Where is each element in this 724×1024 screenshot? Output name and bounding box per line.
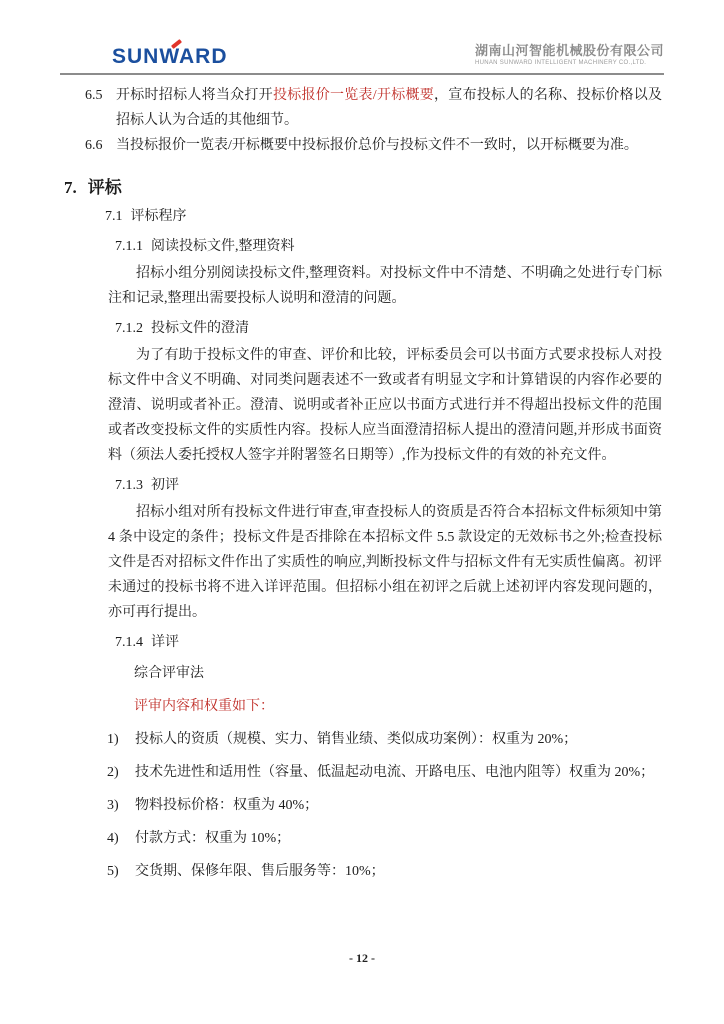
list-item-text: 技术先进性和适用性（容量、低温起动电流、开路电压、电池内阻等）权重为 20%； bbox=[135, 764, 655, 780]
section-number: 7. bbox=[64, 177, 77, 197]
company-name-english: HUNAN SUNWARD INTELLIGENT MACHINERY CO.,LTD. bbox=[474, 60, 647, 67]
section-7-1-2-paragraph: 为了有助于投标文件的审查、评价和比较，评标委员会可以书面方式要求投标人对投标文件中含义不明确、对同类问题表述不一致或者有明显文字和计算错误的内容作必要的澄清、说明或者补正。澄清、说明或者补正应以书面方式进行并不得超出投标文件的范围或者改变投标文件的实质性内容。投标人应当面澄清招标人提出的澄清问题,并形成书面资料（须法人委托授权人签字并附署签名日期等）,作为投标文件的有效的补充文件。 bbox=[108, 347, 662, 463]
list-item bbox=[107, 793, 662, 818]
weights-list bbox=[107, 727, 662, 884]
section-title: 评标程序 bbox=[130, 208, 187, 224]
company-name-block bbox=[475, 44, 664, 68]
clause-6-6 bbox=[85, 133, 662, 158]
section-title: 评标 bbox=[87, 177, 122, 197]
clause-6-5-pre: 开标时招标人将当众打开 bbox=[116, 87, 273, 103]
sunward-logo bbox=[112, 46, 228, 68]
section-number: 7.1.4 bbox=[115, 634, 143, 650]
clause-6-5-highlight: 投标报价一览表/开标概要 bbox=[272, 87, 435, 103]
section-title: 详评 bbox=[151, 634, 179, 650]
list-item-text: 物料投标价格：权重为 40%； bbox=[135, 797, 319, 813]
list-item bbox=[107, 727, 662, 752]
section-7-1-1-heading bbox=[115, 234, 662, 259]
page-number: - 12 - bbox=[349, 951, 375, 965]
section-number: 7.1 bbox=[105, 208, 123, 224]
list-item-text: 投标人的资质（规模、实力、销售业绩、类似成功案例）：权重为 20%； bbox=[135, 731, 578, 747]
document-body bbox=[62, 83, 662, 884]
section-number: 7.1.1 bbox=[115, 238, 143, 254]
section-7-1-4-heading bbox=[115, 630, 662, 655]
list-item-text: 交货期、保修年限、售后服务等：10%； bbox=[135, 863, 385, 879]
section-title: 初评 bbox=[151, 477, 179, 493]
clause-number: 6.5 bbox=[85, 87, 103, 103]
section-7-heading bbox=[64, 176, 662, 200]
section-title: 阅读投标文件,整理资料 bbox=[151, 238, 295, 254]
list-item-number: 4) bbox=[107, 830, 119, 846]
list-item-number: 1) bbox=[107, 731, 119, 747]
section-7-1-3-paragraph: 招标小组对所有投标文件进行审查,审查投标人的资质是否符合本招标文件标须知中第 4 条中设定的条件；投标文件是否排除在本招标文件 5.5 款设定的无效标书之外;检查投标文件是否对招标文件作出了实质性的响应,判断投标文件与招标文件有无实质性偏离。初评未通过的投标书将不进入详评范围。但招标小组在初评之后就上述初评内容发现问题的，亦可再行提出。 bbox=[108, 504, 662, 620]
list-item-number: 3) bbox=[107, 797, 119, 813]
section-title: 投标文件的澄清 bbox=[151, 320, 249, 336]
clause-text bbox=[116, 83, 662, 133]
company-name-chinese: 湖南山河智能机械股份有限公司 bbox=[474, 43, 664, 58]
list-item-text: 付款方式：权重为 10%； bbox=[135, 830, 291, 846]
section-7-1-3-heading bbox=[115, 473, 662, 498]
clause-number: 6.6 bbox=[85, 137, 103, 153]
page-header bbox=[60, 44, 664, 75]
list-item bbox=[107, 760, 662, 785]
section-number: 7.1.2 bbox=[115, 320, 143, 336]
logo-text: SUNWARD bbox=[112, 44, 228, 68]
section-7-1-heading bbox=[105, 204, 662, 229]
list-item-number: 5) bbox=[107, 863, 119, 879]
list-item bbox=[107, 826, 662, 851]
list-item-number: 2) bbox=[107, 764, 119, 780]
section-7-1-2-heading bbox=[115, 316, 662, 341]
list-item bbox=[107, 859, 662, 884]
clause-6-5 bbox=[85, 83, 662, 133]
section-number: 7.1.3 bbox=[115, 477, 143, 493]
clause-text: 当投标报价一览表/开标概要中投标报价总价与投标文件不一致时，以开标概要为准。 bbox=[116, 137, 638, 153]
evaluation-method-label: 综合评审法 bbox=[134, 665, 204, 681]
section-7-1-1-paragraph: 招标小组分别阅读投标文件,整理资料。对投标文件中不清楚、不明确之处进行专门标注和记录,整理出需要投标人说明和澄清的问题。 bbox=[108, 265, 662, 306]
weights-heading: 评审内容和权重如下： bbox=[134, 698, 274, 714]
clause-6-5-post: ，宣布投标人的名称、投标价格以及招标人认为合适的其他细节。 bbox=[116, 87, 663, 128]
